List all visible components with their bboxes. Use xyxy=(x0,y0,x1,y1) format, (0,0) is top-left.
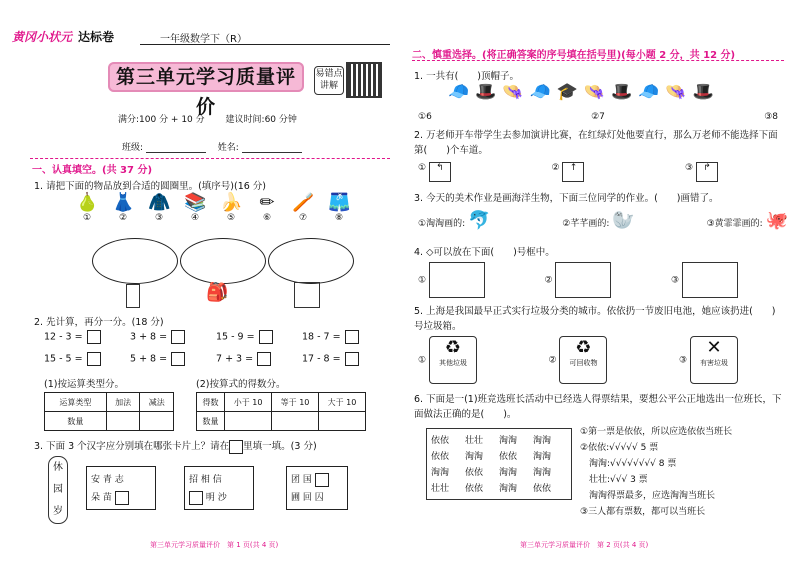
option-line: 淘淘得票最多，应选淘淘当班长 xyxy=(580,491,716,501)
vote-cell: 淘淘 xyxy=(499,468,518,478)
bin-other xyxy=(429,336,477,384)
grade-label: 一年级数学下（R） xyxy=(160,34,247,45)
item-column xyxy=(328,192,350,223)
card-1 xyxy=(86,466,156,510)
calc-item xyxy=(216,352,271,366)
option-label: ② xyxy=(548,355,557,366)
item-column xyxy=(184,192,206,223)
answer-box[interactable] xyxy=(345,330,359,344)
straight-right-icon: ↱ xyxy=(696,162,718,182)
table-cell: 小于 10 xyxy=(225,393,272,412)
option[interactable] xyxy=(418,336,477,384)
page-footer: 第三单元学习质量评价 第 2 页(共 4 页) xyxy=(520,541,649,549)
right-page xyxy=(400,0,800,569)
score-label: 满分:100 分 + 10 分 xyxy=(118,115,205,125)
option[interactable] xyxy=(679,336,738,384)
r-question-3: 3. 今天的美术作业是画海洋生物，下面三位同学的作业。( )画错了。 xyxy=(414,193,719,204)
shape-box-2 xyxy=(555,262,611,298)
calc-expression: 7 + 3 = xyxy=(216,353,254,365)
bin-hazardous xyxy=(690,336,738,384)
option-label: ③黄霏霏画的: xyxy=(706,219,763,229)
item-column xyxy=(220,192,242,223)
option[interactable] xyxy=(685,162,718,182)
card-line xyxy=(189,489,249,507)
item-column xyxy=(112,192,134,223)
table-cell: 加法 xyxy=(106,393,140,412)
option[interactable] xyxy=(418,262,485,298)
card-line: 圃 回 囚 xyxy=(291,493,324,503)
answer-cell[interactable] xyxy=(106,412,140,431)
vote-cell: 淘淘 xyxy=(499,484,518,494)
wardrobe-icon xyxy=(294,282,320,308)
option-label: ② xyxy=(544,275,553,286)
section-divider xyxy=(412,60,784,61)
item-number: ⑤ xyxy=(226,213,236,223)
sort-by-type: (1)按运算类型分。 xyxy=(44,379,124,390)
r-question-1: 1. 一共有( )顶帽子。 xyxy=(414,71,519,82)
q5-options xyxy=(418,336,738,384)
vote-cell: 淘淘 xyxy=(533,452,552,462)
item-column xyxy=(256,192,278,223)
option-label: ① xyxy=(418,355,427,366)
dress-icon: 👗 xyxy=(112,192,135,213)
vote-cell: 依依 xyxy=(499,452,518,462)
bin-recyclable xyxy=(559,336,607,384)
type-table xyxy=(44,392,174,431)
r-question-6: 6. 下面是一(1)班竞选班长活动中已经选人得票结果，要想公平公正地选出一位班长，下面做法正确的是( )。 xyxy=(414,394,782,420)
calc-expression: 17 - 8 = xyxy=(302,353,341,365)
option[interactable] xyxy=(418,162,451,182)
option-label: ①淘淘画的: xyxy=(418,219,466,229)
question-3-text: 3. 下面 3 个汉字应分别填在哪张卡片上？请在 xyxy=(34,441,230,452)
option-label: ③ xyxy=(679,355,688,366)
vote-cell: 淘淘 xyxy=(533,468,552,478)
vote-cell: 依依 xyxy=(431,452,450,462)
answer-cell[interactable] xyxy=(225,412,272,431)
calc-item xyxy=(44,352,101,366)
option[interactable] xyxy=(671,262,738,298)
item-column xyxy=(76,192,98,223)
card-answer-box[interactable] xyxy=(189,491,203,505)
page-footer: 第三单元学习质量评价 第 1 页(共 4 页) xyxy=(150,541,279,549)
table-cell: 大于 10 xyxy=(319,393,366,412)
answer-box[interactable] xyxy=(259,330,273,344)
calc-expression: 15 - 5 = xyxy=(44,353,83,365)
answer-cell[interactable] xyxy=(319,412,366,431)
item-number: ② xyxy=(118,213,128,223)
table-cell: 减法 xyxy=(140,393,174,412)
r-question-2: 2. 万老师开车带学生去参加演讲比赛，在红绿灯处他要直行，那么万老师不能选择下面第( )个车道。 xyxy=(414,130,778,156)
answer-box[interactable] xyxy=(171,330,185,344)
bin-label: 可回收物 xyxy=(569,359,598,367)
name-label: 姓名: xyxy=(217,143,239,153)
hat-icon: 🧢🎩👒🧢🎓👒🎩🧢👒🎩 xyxy=(448,82,720,102)
answer-cell[interactable] xyxy=(272,412,319,431)
calc-expression: 3 + 8 = xyxy=(130,331,168,343)
option-label: ③ xyxy=(685,163,694,173)
card-3 xyxy=(286,466,348,510)
option[interactable] xyxy=(549,336,608,384)
answer-cell[interactable] xyxy=(140,412,174,431)
item-icons xyxy=(76,192,376,236)
q4-options xyxy=(418,262,738,298)
vote-cell: 壮壮 xyxy=(431,484,450,494)
item-column xyxy=(292,192,314,223)
calc-expression: 12 - 3 = xyxy=(44,331,83,343)
char-3: 岁 xyxy=(53,506,63,517)
answer-box[interactable] xyxy=(171,352,185,366)
option-label: ③ xyxy=(671,275,680,286)
item-number: ⑧ xyxy=(334,213,344,223)
score-info xyxy=(118,112,297,125)
pear-icon: 🍐 xyxy=(76,192,99,213)
vote-cell: 淘淘 xyxy=(499,436,518,446)
name-field[interactable] xyxy=(242,142,302,153)
table-cell: 数量 xyxy=(45,412,107,431)
vote-cell: 壮壮 xyxy=(465,436,484,446)
toothbrush-icon: 🪥 xyxy=(292,192,315,213)
qr-code-icon[interactable] xyxy=(346,62,382,98)
item-number: ⑦ xyxy=(298,213,308,223)
banana-icon: 🍌 xyxy=(220,192,243,213)
answer-box[interactable] xyxy=(87,352,101,366)
hazard-icon: ✕ xyxy=(706,337,722,358)
calc-item xyxy=(216,330,273,344)
q3-options xyxy=(418,210,788,231)
hats-row xyxy=(448,82,720,102)
char-column xyxy=(48,456,68,524)
sort-by-result: (2)按算式的得数分。 xyxy=(196,379,286,390)
item-column xyxy=(148,192,170,223)
option-label: ② xyxy=(551,163,560,173)
option-label: ① xyxy=(418,163,427,173)
circle-2[interactable] xyxy=(180,238,266,284)
class-field[interactable] xyxy=(146,142,206,153)
option-label: ① xyxy=(418,275,427,286)
question-1: 1. 请把下面的物品放到合适的圆圈里。(填序号)(16 分) xyxy=(34,181,267,192)
circle-3[interactable] xyxy=(268,238,354,284)
dolphin-icon: 🐬 xyxy=(467,210,491,231)
option[interactable] xyxy=(545,262,612,298)
recycle-icon: ♻ xyxy=(575,337,592,358)
circle-1[interactable] xyxy=(92,238,178,284)
card-line: 招 相 信 xyxy=(189,475,222,485)
answer-box xyxy=(229,440,243,454)
answer-box[interactable] xyxy=(345,352,359,366)
vote-cell: 淘淘 xyxy=(465,452,484,462)
option-label: ②芊芊画的: xyxy=(562,219,610,229)
card-line-text: 朵 苗 xyxy=(91,493,112,503)
class-name-row xyxy=(122,140,302,153)
calc-item xyxy=(302,330,359,344)
q1-options xyxy=(418,112,778,122)
option-line[interactable]: ①第一票是依依，所以应选依依当班长 xyxy=(580,427,733,437)
fridge-icon xyxy=(126,284,140,308)
option-line: 壮壮:√√√ 3 票 xyxy=(580,475,648,485)
sweater-icon: 🧥 xyxy=(148,192,171,213)
error-explain-button[interactable]: 易错点讲解 xyxy=(314,66,344,95)
char-2: 园 xyxy=(53,484,63,495)
vote-cell: 依依 xyxy=(465,468,484,478)
question-2: 2. 先计算，再分一分。(18 分) xyxy=(34,317,164,328)
brand-logo: 黄冈小状元 xyxy=(12,30,73,44)
card-line xyxy=(291,471,343,489)
vote-cell: 淘淘 xyxy=(533,436,552,446)
octopus-icon: 🐙 xyxy=(765,210,788,231)
class-label: 班级: xyxy=(122,143,144,153)
option[interactable] xyxy=(552,162,585,182)
char-1: 休 xyxy=(53,462,63,473)
item-number: ① xyxy=(82,213,92,223)
card-line-text: 明 沙 xyxy=(205,493,227,503)
pencil-icon: ✏ xyxy=(259,192,275,213)
turn-left-icon: ↰ xyxy=(429,162,451,182)
option[interactable]: ②7 xyxy=(591,112,605,122)
vote-cell: 依依 xyxy=(465,484,484,494)
header-divider xyxy=(140,44,390,45)
table-cell: 等于 10 xyxy=(272,393,319,412)
question-3 xyxy=(34,438,317,454)
table-cell: 数量 xyxy=(197,412,225,431)
calc-expression: 5 + 8 = xyxy=(130,353,168,365)
answer-box[interactable] xyxy=(257,352,271,366)
r-question-5: 5. 上海是我国最早正式实行垃圾分类的城市。依依扔一节废旧电池，她应该扔进( )号垃圾箱。 xyxy=(414,306,776,332)
answer-box[interactable] xyxy=(87,330,101,344)
option[interactable]: ①6 xyxy=(418,112,432,122)
calc-expression: 18 - 7 = xyxy=(302,331,341,343)
section2-title: 二、慎重选择。(将正确答案的序号填在括号里)(每小题 2 分，共 12 分) xyxy=(412,50,736,61)
r-question-4: 4. ◇可以放在下面( )号框中。 xyxy=(414,247,555,258)
calc-expression: 15 - 9 = xyxy=(216,331,255,343)
bin-label: 有害垃圾 xyxy=(699,359,728,367)
seal-icon: 🦭 xyxy=(612,210,635,231)
calc-item xyxy=(130,352,185,366)
table-cell: 得数 xyxy=(197,393,225,412)
brand-sub: 达标卷 xyxy=(78,30,115,44)
table-cell: 运算类型 xyxy=(45,393,107,412)
recycle-icon: ♻ xyxy=(444,337,462,358)
time-label: 建议时间:60 分钟 xyxy=(225,115,297,125)
book-icon: 📚 xyxy=(184,192,207,213)
q6-options xyxy=(580,424,732,520)
calc-item xyxy=(130,330,185,344)
vote-cell: 淘淘 xyxy=(431,468,450,478)
option[interactable]: ③8 xyxy=(764,112,778,122)
result-table xyxy=(196,392,366,431)
section-divider xyxy=(30,158,390,159)
card-2 xyxy=(184,466,254,510)
question-3-text-b: 里填一填。(3 分) xyxy=(243,441,317,452)
page-title: 第三单元学习质量评价 xyxy=(108,62,304,92)
calc-item xyxy=(302,352,359,366)
card-line xyxy=(91,489,151,507)
vote-cell: 依依 xyxy=(431,436,450,446)
straight-icon: ↑ xyxy=(562,162,584,182)
vote-table xyxy=(426,428,572,500)
option[interactable] xyxy=(418,210,490,231)
shorts-icon: 🩳 xyxy=(328,192,351,213)
card-answer-box[interactable] xyxy=(115,491,129,505)
q2-options xyxy=(418,162,718,182)
item-number: ④ xyxy=(190,213,200,223)
item-number: ③ xyxy=(154,213,164,223)
card-line-text: 团 国 xyxy=(291,475,312,485)
calc-item xyxy=(44,330,101,344)
item-number: ⑥ xyxy=(262,213,272,223)
bin-label: 其他垃圾 xyxy=(438,359,467,367)
option-line[interactable]: ③三人都有票数，都可以当班长 xyxy=(580,507,706,517)
shape-box-3 xyxy=(682,262,738,298)
card-line: 安 青 志 xyxy=(91,475,124,485)
section1-title: 一、认真填空。(共 37 分) xyxy=(32,165,153,176)
option[interactable] xyxy=(562,210,634,231)
option-line: 淘淘:√√√√√√√√ 8 票 xyxy=(580,459,677,469)
backpack-icon: 🎒 xyxy=(206,282,229,303)
vote-cell: 依依 xyxy=(533,484,552,494)
card-answer-box[interactable] xyxy=(315,473,329,487)
option[interactable] xyxy=(707,210,788,231)
option-line[interactable]: ②依依:√√√√√ 5 票 xyxy=(580,443,659,453)
shape-box-1 xyxy=(429,262,485,298)
